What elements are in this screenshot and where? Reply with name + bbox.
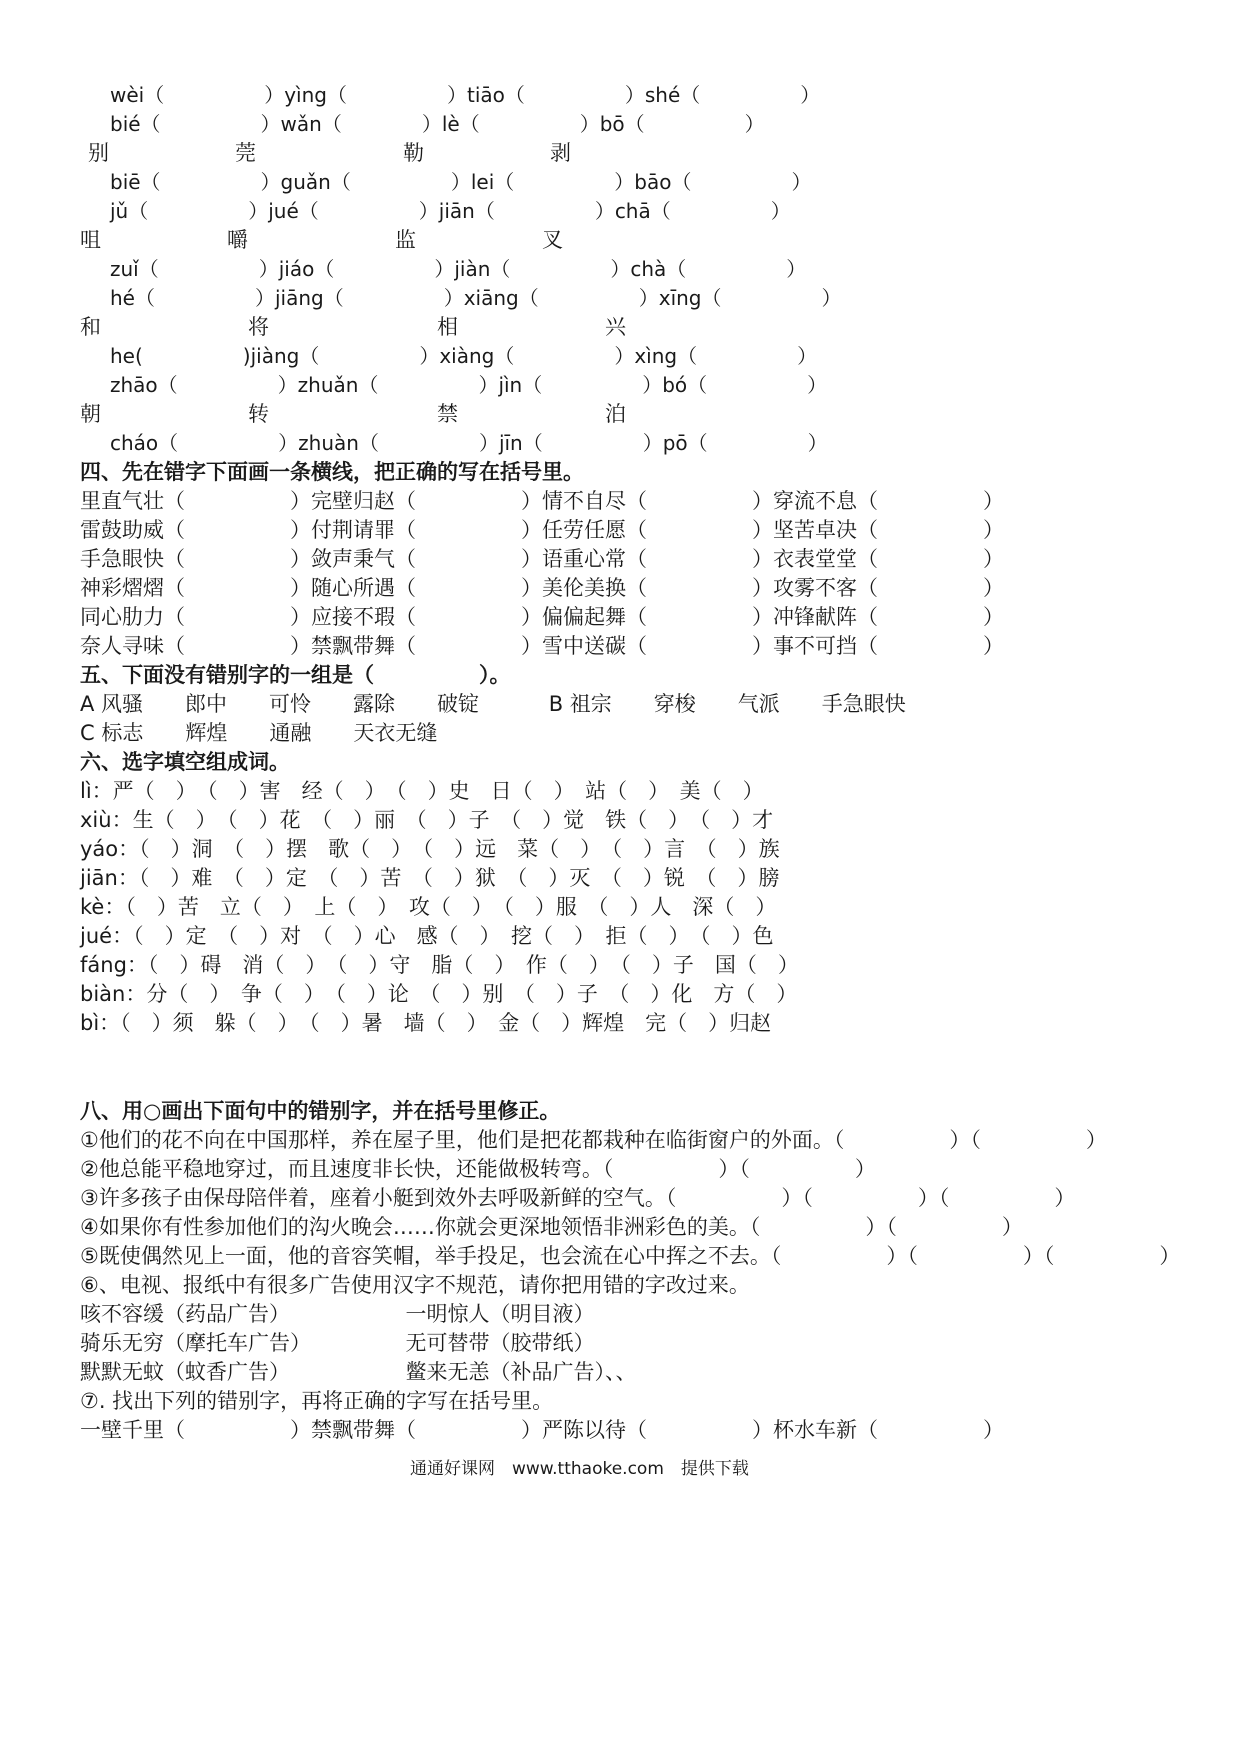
section6-row: jiān：（ ）难 （ ）定 （ ）苦 （ ）狱 （ ）灭 （ ）锐 （ ）膀 (80, 866, 780, 890)
pinyin-row-7: he( )jiàng（ ）xiàng（ ）xìng（ ） (110, 344, 818, 368)
pinyin-row-6: hé（ ）jiāng（ ）xiāng（ ）xīng（ ） (110, 286, 842, 310)
section8-row: ①他们的花不向在中国那样，养在屋子里，他们是把花都栽种在临街窗户的外面。（ ）（ ） (80, 1128, 1107, 1152)
hanzi-row-1: 别 莞 勒 剥 (88, 141, 571, 165)
section4-row: 手急眼快（ ）敛声秉气（ ）语重心常（ ）衣表堂堂（ ） (80, 547, 1004, 571)
section8-row: ④如果你有性参加他们的沟火晚会……你就会更深地领悟非洲彩色的美。（ ）（ ） (80, 1215, 1023, 1239)
section5-title: 五、下面没有错别字的一组是（ ）。 (80, 663, 511, 687)
hanzi-row-4: 朝 转 禁 泊 (80, 402, 626, 426)
section4-row: 神彩熠熠（ ）随心所遇（ ）美伦美换（ ）攻雾不客（ ） (80, 576, 1004, 600)
section6-row: biàn：分（ ） 争（ ） （ ）论 （ ）别 （ ）子 （ ）化 方（ ） (80, 982, 798, 1006)
section6-row: jué：（ ）定 （ ）对 （ ）心 感（ ） 挖（ ） 拒（ ） （ ）色 (80, 924, 774, 948)
section5-row: C 标志 辉煌 通融 天衣无缝 (80, 721, 438, 745)
section8-row: ⑥、电视、报纸中有很多广告使用汉字不规范，请你把用错的字改过来。 (80, 1273, 750, 1297)
section8-row: 默默无蚊（蚊香广告） 鳖来无恙（补品广告）、、 (80, 1360, 637, 1384)
pinyin-row-8: zhāo（ ）zhuǎn（ ）jìn（ ）bó（ ） (110, 373, 828, 397)
pinyin-row-3: biē（ ）guǎn（ ）lei（ ）bāo（ ） (110, 170, 812, 194)
section6-row: fáng：（ ）碍 消（ ） （ ）守 脂（ ） 作（ ） （ ）子 国（ ） (80, 953, 799, 977)
hanzi-row-2: 咀 嚼 监 叉 (80, 228, 563, 252)
section8-row: ②他总能平稳地穿过，而且速度非长快，还能做极转弯。（ ）（ ） (80, 1157, 876, 1181)
section6-row: xiù：生（ ） （ ）花 （ ）丽 （ ）子 （ ）觉 铁（ ） （ ）才 (80, 808, 774, 832)
pinyin-row-9: cháo（ ）zhuàn（ ）jīn（ ）pō（ ） (110, 431, 828, 455)
section4-title: 四、先在错字下面画一条横线，把正确的写在括号里。 (80, 460, 584, 484)
section8-row: 咳不容缓（药品广告） 一明惊人（明目液） (80, 1302, 595, 1326)
section8-row: ③许多孩子由保母陪伴着，座着小艇到效外去呼吸新鲜的空气。（ ）（ ）（ ） (80, 1186, 1076, 1210)
section8-title: 八、用○画出下面句中的错别字，并在括号里修正。 (80, 1099, 561, 1123)
section6-row: bì：（ ）须 躲（ ） （ ）暑 墙（ ） 金（ ）辉煌 完（ ）归赵 (80, 1011, 772, 1035)
section8-row: ⑦. 找出下列的错别字，再将正确的字写在括号里。 (80, 1389, 554, 1413)
hanzi-row-3: 和 将 相 兴 (80, 315, 626, 339)
section4-row: 雷鼓助威（ ）付荆请罪（ ）任劳任愿（ ）坚苦卓决（ ） (80, 518, 1004, 542)
section4-row: 里直气壮（ ）完壁归赵（ ）情不自尽（ ）穿流不息（ ） (80, 489, 1004, 513)
section6-row: kè：（ ）苦 立（ ） 上（ ） 攻（ ） （ ）服 （ ）人 深（ ） (80, 895, 777, 919)
pinyin-row-2: bié（ ）wǎn（ ）lè（ ）bō（ ） (110, 112, 765, 136)
section4-row: 奈人寻味（ ）禁飘带舞（ ）雪中送碳（ ）事不可挡（ ） (80, 634, 1004, 658)
section4-row: 同心肋力（ ）应接不瑕（ ）偏偏起舞（ ）冲锋献阵（ ） (80, 605, 1004, 629)
section5-row: A 风骚 郎中 可怜 露除 破锭 B 祖宗 穿梭 气派 手急眼快 (80, 692, 906, 716)
section6-row: yáo：（ ）洞 （ ）摆 歌（ ） （ ）远 菜（ ） （ ）言 （ ）族 (80, 837, 780, 861)
pinyin-row-1: wèi（ ）yìng（ ）tiāo（ ）shé（ ） (110, 83, 821, 107)
section8-row: 一壁千里（ ）禁飘带舞（ ）严陈以待（ ）杯水车新（ ） (80, 1418, 1004, 1442)
pinyin-row-4: jǔ（ ）jué（ ）jiān（ ）chā（ ） (110, 199, 791, 223)
pinyin-row-5: zuǐ（ ）jiáo（ ）jiàn（ ）chà（ ） (110, 257, 807, 281)
section6-title: 六、选字填空组成词。 (80, 750, 290, 774)
section6-row: lì：严（ ） （ ）害 经（ ） （ ）史 日（ ） 站（ ） 美（ ） (80, 779, 764, 803)
section8-row: 骑乐无穷（摩托车广告） 无可替带（胶带纸） (80, 1331, 595, 1355)
section8-row: ⑤既使偶然见上一面，他的音容笑帽，举手投足，也会流在心中挥之不去。（ ）（ ）（ ） (80, 1244, 1181, 1268)
page-footer: 通通好课网 www.tthaoke.com 提供下载 (410, 1459, 749, 1479)
